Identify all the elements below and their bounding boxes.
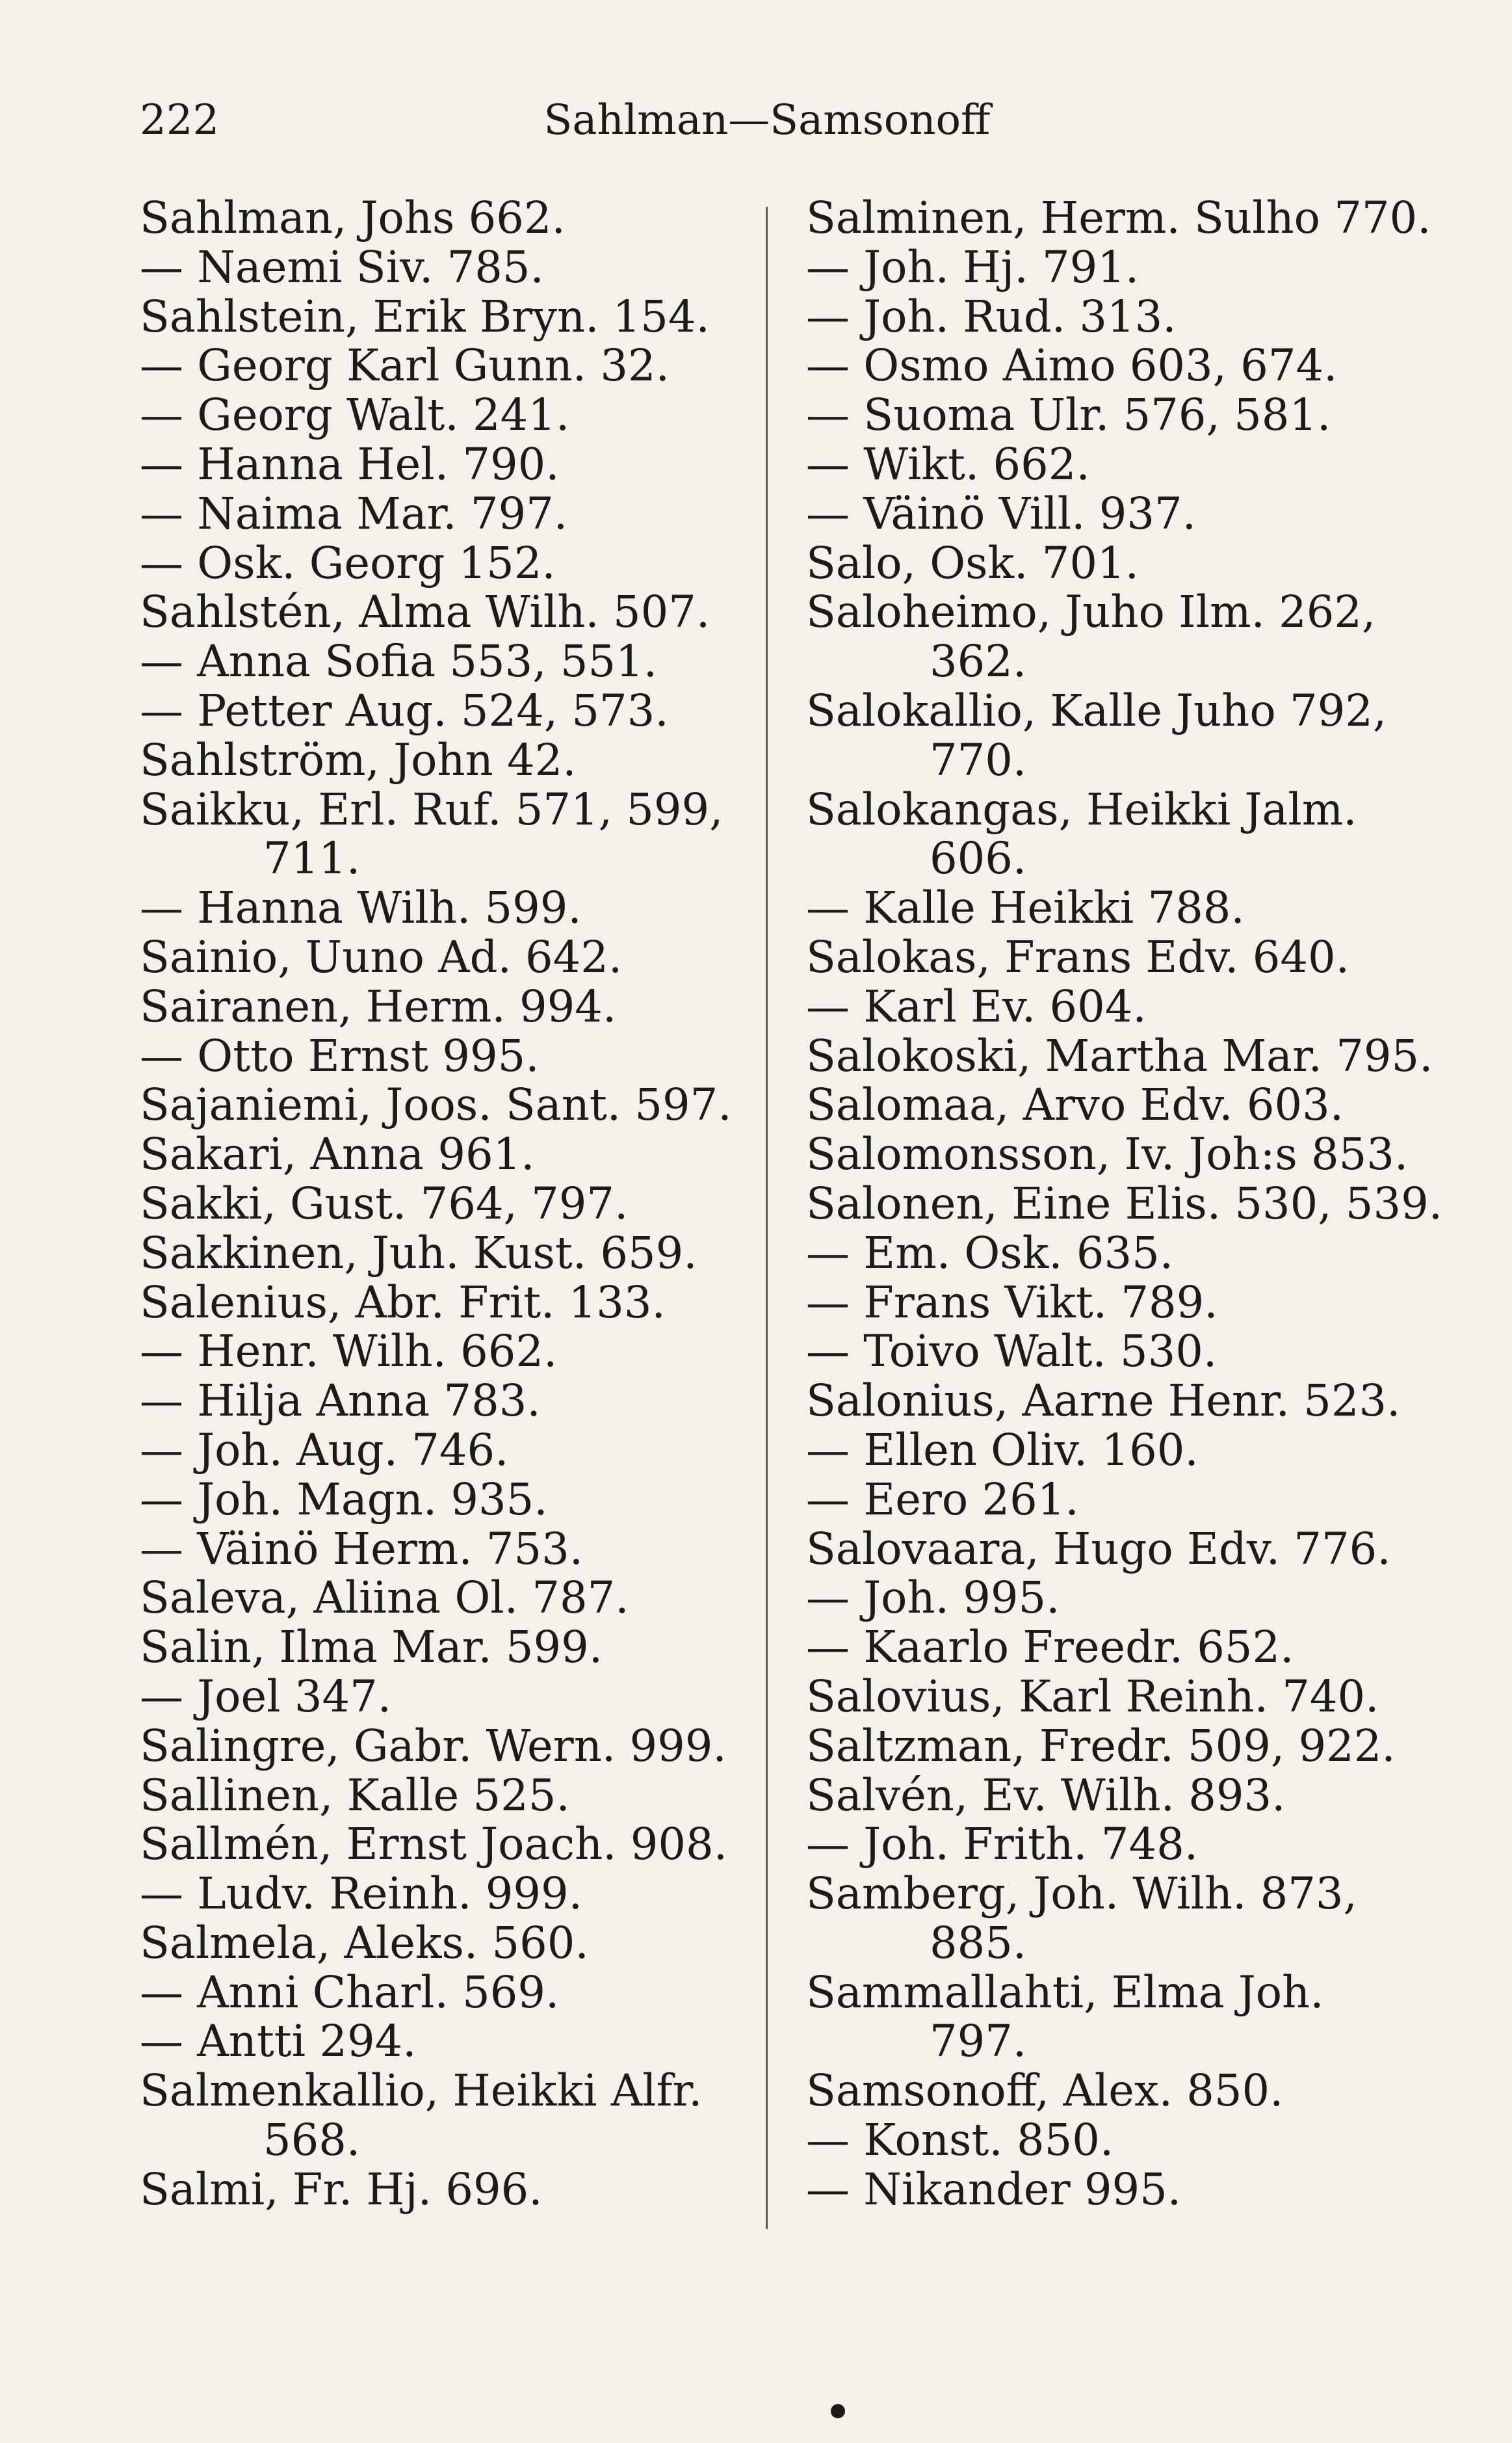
index-entry: — Frans Vikt. 789. xyxy=(806,1276,1218,1328)
index-entry: — Ludv. Reinh. 999. xyxy=(140,1868,582,1920)
index-entry: Sajaniemi, Joos. Sant. 597. xyxy=(140,1079,732,1131)
index-entry: Sahlström, John 42. xyxy=(140,734,577,786)
index-entry: Salomaa, Arvo Edv. 603. xyxy=(806,1079,1344,1131)
index-entry: — Konst. 850. xyxy=(806,2115,1114,2166)
index-entry: Sammallahti, Elma Joh. xyxy=(806,1966,1324,2018)
column-divider xyxy=(766,207,768,2229)
index-entry: — Anni Charl. 569. xyxy=(140,1966,560,2018)
index-entry: Sakki, Gust. 764, 797. xyxy=(140,1178,629,1229)
index-entry: — Joh. Rud. 313. xyxy=(806,291,1177,342)
index-entry: — Hanna Wilh. 599. xyxy=(140,882,582,934)
index-entry: Saloheimo, Juho Ilm. 262, xyxy=(806,587,1376,638)
index-entry-continuation: 568. xyxy=(263,2115,361,2166)
index-entry: — Hanna Hel. 790. xyxy=(140,438,560,490)
index-entry: — Hilja Anna 783. xyxy=(140,1375,541,1427)
index-entry: Salmela, Aleks. 560. xyxy=(140,1917,589,1968)
index-entry: Salvén, Ev. Wilh. 893. xyxy=(806,1769,1286,1821)
index-entry: Salokallio, Kalle Juho 792, xyxy=(806,685,1387,736)
index-entry: — Ellen Oliv. 160. xyxy=(806,1424,1199,1475)
index-column-left xyxy=(140,194,738,2215)
index-entry: Sahlman, Johs 662. xyxy=(140,192,566,243)
index-entry: Salingre, Gabr. Wern. 999. xyxy=(140,1720,727,1771)
index-entry: Salomonsson, Iv. Joh:s 853. xyxy=(806,1129,1409,1180)
index-entry: — Anna Sofia 553, 551. xyxy=(140,636,658,687)
page-header xyxy=(140,91,1394,150)
index-entry: Salenius, Abr. Frit. 133. xyxy=(140,1276,666,1328)
index-entry: Salovaara, Hugo Edv. 776. xyxy=(806,1523,1391,1574)
index-entry-continuation: 606. xyxy=(930,833,1027,884)
index-entry-continuation: 797. xyxy=(930,2016,1027,2067)
ink-dot xyxy=(831,2404,845,2418)
index-entry: — Kalle Heikki 788. xyxy=(806,882,1245,934)
index-entry: Salokoski, Martha Mar. 795. xyxy=(806,1030,1433,1081)
index-entry: Salovius, Karl Reinh. 740. xyxy=(806,1670,1379,1722)
index-entry: — Petter Aug. 524, 573. xyxy=(140,685,669,736)
index-entry: Sallinen, Kalle 525. xyxy=(140,1769,570,1821)
index-entry: — Toivo Walt. 530. xyxy=(806,1326,1218,1377)
index-entry-continuation: 770. xyxy=(930,734,1027,786)
index-entry: Salmi, Fr. Hj. 696. xyxy=(140,2163,543,2215)
index-entry: Salonen, Eine Elis. 530, 539. xyxy=(806,1178,1442,1229)
index-entry: — Georg Walt. 241. xyxy=(140,390,570,441)
running-head: Sahlman—Samsonoff xyxy=(543,96,991,144)
index-entry: Saikku, Erl. Ruf. 571, 599, xyxy=(140,784,723,835)
index-entry: — Joh. Frith. 748. xyxy=(806,1819,1199,1870)
index-entry: — Georg Karl Gunn. 32. xyxy=(140,340,670,391)
index-entry: Salokangas, Heikki Jalm. xyxy=(806,784,1357,835)
index-entry: Sahlstein, Erik Bryn. 154. xyxy=(140,291,710,342)
index-entry: Salmenkallio, Heikki Alfr. xyxy=(140,2065,703,2117)
index-entry: — Suoma Ulr. 576, 581. xyxy=(806,390,1331,441)
index-entry: Sakari, Anna 961. xyxy=(140,1129,535,1180)
index-entry: — Kaarlo Freedr. 652. xyxy=(806,1622,1294,1673)
index-entry: Sakkinen, Juh. Kust. 659. xyxy=(140,1227,697,1278)
index-entry: Salo, Osk. 701. xyxy=(806,537,1139,588)
index-entry: — Joh. 995. xyxy=(806,1572,1060,1624)
index-entry: Saltzman, Fredr. 509, 922. xyxy=(806,1720,1396,1771)
index-entry: Salminen, Herm. Sulho 770. xyxy=(806,192,1431,243)
index-entry: — Naima Mar. 797. xyxy=(140,488,568,539)
index-entry: Saleva, Aliina Ol. 787. xyxy=(140,1572,629,1624)
index-entry: — Wikt. 662. xyxy=(806,438,1090,490)
index-entry: Salokas, Frans Edv. 640. xyxy=(806,931,1349,983)
index-entry: — Väinö Herm. 753. xyxy=(140,1523,584,1574)
index-entry: — Karl Ev. 604. xyxy=(806,981,1147,1032)
index-entry: — Nikander 995. xyxy=(806,2163,1182,2215)
index-entry: Samberg, Joh. Wilh. 873, xyxy=(806,1868,1357,1920)
index-entry: Samsonoff, Alex. 850. xyxy=(806,2065,1284,2117)
index-entry-continuation: 885. xyxy=(930,1917,1027,1968)
index-entry: — Antti 294. xyxy=(140,2016,417,2067)
index-column-right xyxy=(806,192,1442,2215)
index-entry: — Joh. Aug. 746. xyxy=(140,1424,509,1475)
index-entry-continuation: 711. xyxy=(263,833,361,884)
index-entry: — Väinö Vill. 937. xyxy=(806,488,1196,539)
index-entry: — Joh. Hj. 791. xyxy=(806,241,1140,293)
index-entry: Sahlstén, Alma Wilh. 507. xyxy=(140,587,710,638)
index-entry: — Em. Osk. 635. xyxy=(806,1227,1174,1278)
index-entry: Sallmén, Ernst Joach. 908. xyxy=(140,1819,727,1870)
index-entry: — Osk. Georg 152. xyxy=(140,537,556,588)
index-entry: — Osmo Aimo 603, 674. xyxy=(806,340,1338,391)
index-entry-continuation: 362. xyxy=(930,636,1027,687)
page-number: 222 xyxy=(140,96,220,144)
index-entry: — Joel 347. xyxy=(140,1670,392,1722)
index-entry: Salonius, Aarne Henr. 523. xyxy=(806,1375,1401,1427)
index-entry: Sainio, Uuno Ad. 642. xyxy=(140,931,623,983)
index-entry: Sairanen, Herm. 994. xyxy=(140,981,617,1032)
index-entry: Salin, Ilma Mar. 599. xyxy=(140,1622,603,1673)
index-entry: — Joh. Magn. 935. xyxy=(140,1473,548,1525)
index-entry: — Henr. Wilh. 662. xyxy=(140,1326,558,1377)
index-entry: — Naemi Siv. 785. xyxy=(140,241,544,293)
index-entry: — Otto Ernst 995. xyxy=(140,1030,540,1081)
index-entry: — Eero 261. xyxy=(806,1473,1079,1525)
